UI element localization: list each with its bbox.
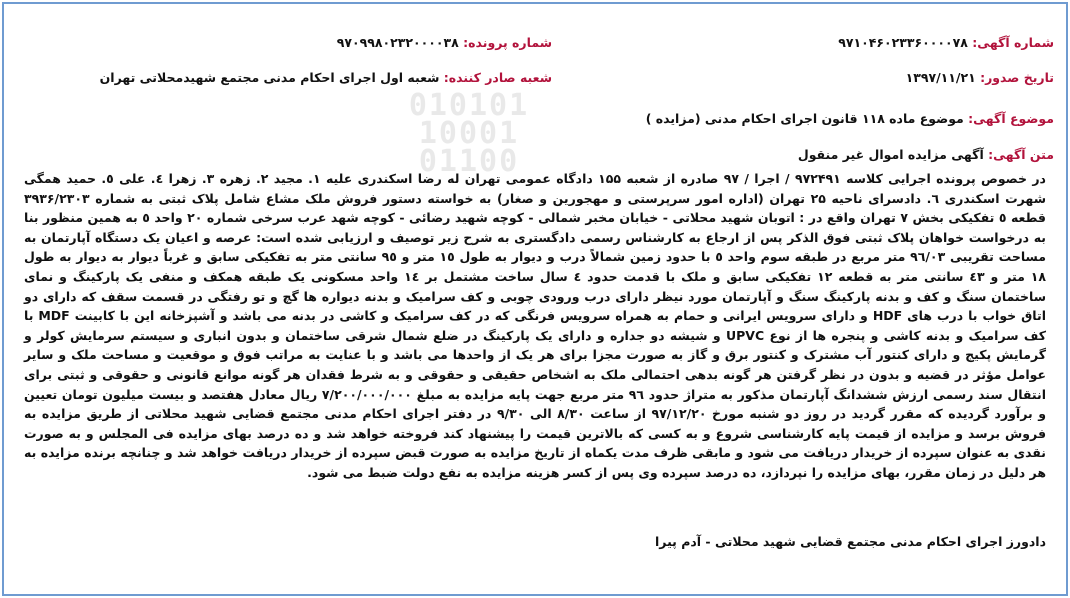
issue-date-row	[906, 70, 1054, 85]
text-heading-row	[798, 147, 1054, 162]
notice-body	[24, 169, 1046, 483]
case-number: ۹۷۰۹۹۸۰۲۳۲۰۰۰۰۳۸	[336, 35, 459, 50]
issue-date-label: تاریخ صدور:	[980, 70, 1054, 85]
notice-body-paragraph: در خصوص پرونده اجرایی کلاسه ۹۷۲۴۹۱ / اجرا / ۹۷ صادره از شعبه ۱۵۵ دادگاه عمومی تهران له رضا اسکندری علیه ۱. مجید ۲. زهره ۳. زهرا ٤. علی ٥. حمید همگی شهرت اسکندری ٦. دادسرای ناحیه ۲۵ تهران (اداره امور سرپرستی و مهجورین و صغار) به خواسته دستور فروش ملک مشاع شامل پلاک ثبتی به شماره ۳۹۳۶/۲۳۰۳ قطعه ٥ تفکیکی بخش ۷ تهران واقع در : اتوبان شهید محلاتی - خیابان مخبر شمالی - کوچه شهید رضائی - کوچه شهد عرب سرخی شماره ۲۰ واحد ٥ به همین منظور بنا به درخواست خواهان پلاک ثبتی فوق الذکر پس از ارجاع به کارشناس رسمی دادگستری به شرح زیر توصیف و ارزیابی شده است: عرصه و اعیان یک دستگاه آپارتمان به مساحت تقریبی ۹٦/۰۳ متر مربع در طبقه سوم واحد ٥ با حدود زمین شمالاً درب و دیوار به طول ۱٥ متر و ۹٥ سانتی متر به تفکیکی سابق و غرباً دیوار به دیوار به طول ۱۸ متر و ٤۳ سانتی متر به قطعه ۱۲ تفکیکی سابق و ملک با قدمت حدود ٤ سال ساخت مشتمل بر ۱٤ واحد مسکونی یک طبقه همکف و منفی یک پارکینگ و نمای ساختمان سنگ و کف و بدنه پارکینگ سنگ و آپارتمان مورد نیظر دارای درب ورودی چوبی و کف سرامیک و بدنه دیواره ها گچ و تو رفتگی در قسمت سقف که دارای دو اتاق خواب با درب های HDF و دارای سرویس ایرانی و حمام به همراه سرویس فرنگی که در کف سرامیک و کاشی در بدنه می باشد و آشپزخانه این با کابینت MDF با کف سرامیک و بدنه کاشی و پنجره ها از نوع UPVC و شیشه دو جداره و دارای یک پارکینگ در ضلع شمال شرقی ساختمان و بدون انباری و سیستم سرمایش کولر و گرمایش پکیج و دارای کنتور آب مشترک و کنتور برق و گاز به صورت مجزا برای هر یک از واحدها می باشد و با عنایت به مراتب فوق و موقعیت و مساحت ملک و سایر عوامل مؤثر در قضیه و بدون در نظر گرفتن هر گونه بدهی احتمالی ملک به اشخاص حقیقی و حقوقی و به شرط فقدان هر گونه موانع قانونی و حقوقی و ثبتی برای انتقال سند رسمی ارزش ششدانگ آپارتمان مذکور به متراژ حدود ۹٦ متر مربع جهت پایه مزایده به مبلغ ۷/۲۰۰/۰۰۰/۰۰۰ ریال معادل هفتصد و بیست میلیون تومان تعیین و برآورد گردیده که مقرر گردید در روز دو شنبه مورخ ۹۷/۱۲/۲۰ از ساعت ۸/۳۰ الی ۹/۳۰ در دفتر اجرای احکام مدنی مجتمع قضایی شهید محلاتی از طریق مزایده به فروش برسد و مزایده از قیمت پایه کارشناسی شروع و به کسی که بالاترین قیمت را پیشنهاد کند فروخته خواهد شد و ده درصد بهای مزایده فی المجلس و به صورت نقدی به عنوان سپرده از خریدار دریافت می شود و مابقی ظرف مدت یکماه از تاریخ مزایده به صورت قبض سپرده از خریدار دریافت خواهد شد و چنانچه برنده مزایده به هر دلیل در زمان مقرر، بهای مزایده را نپردازد، ده درصد سپرده وی پس از کسر هزینه مزایده به نفع دولت ضبط می شود.	[24, 171, 1047, 480]
subject-label: موضوع آگهی:	[968, 111, 1054, 126]
issuer-label: شعبه صادر کننده:	[443, 70, 552, 85]
text-heading-label: متن آگهی:	[988, 147, 1054, 162]
watermark-line-2: 10001	[418, 116, 520, 151]
watermark-line-3: 01100	[418, 144, 520, 179]
subject-row	[646, 111, 1054, 126]
notice-panel	[2, 2, 1068, 596]
issue-date: ۱۳۹۷/۱۱/۲۱	[905, 70, 976, 85]
case-number-label: شماره پرونده:	[463, 35, 552, 50]
issuer-row	[100, 70, 552, 85]
watermark-line-1: 010101	[408, 88, 530, 123]
notice-number: ۹۷۱۰۴۶۰۲۳۳۶۰۰۰۰۷۸	[838, 35, 968, 50]
signature: دادورز اجرای احکام مدنی مجتمع قضایی شهید محلاتی - آدم پیرا	[655, 534, 1046, 549]
issuer: شعبه اول اجرای احکام مدنی مجتمع شهیدمحلاتی تهران	[99, 70, 440, 85]
notice-number-label: شماره آگهی:	[972, 35, 1054, 50]
text-heading-value: آگهی مزایده اموال غیر منقول	[797, 147, 984, 162]
subject-value: موضوع ماده ۱۱۸ قانون اجرای احکام مدنی (مزایده )	[645, 111, 964, 126]
case-number-row	[337, 35, 552, 50]
notice-number-row	[838, 35, 1054, 50]
